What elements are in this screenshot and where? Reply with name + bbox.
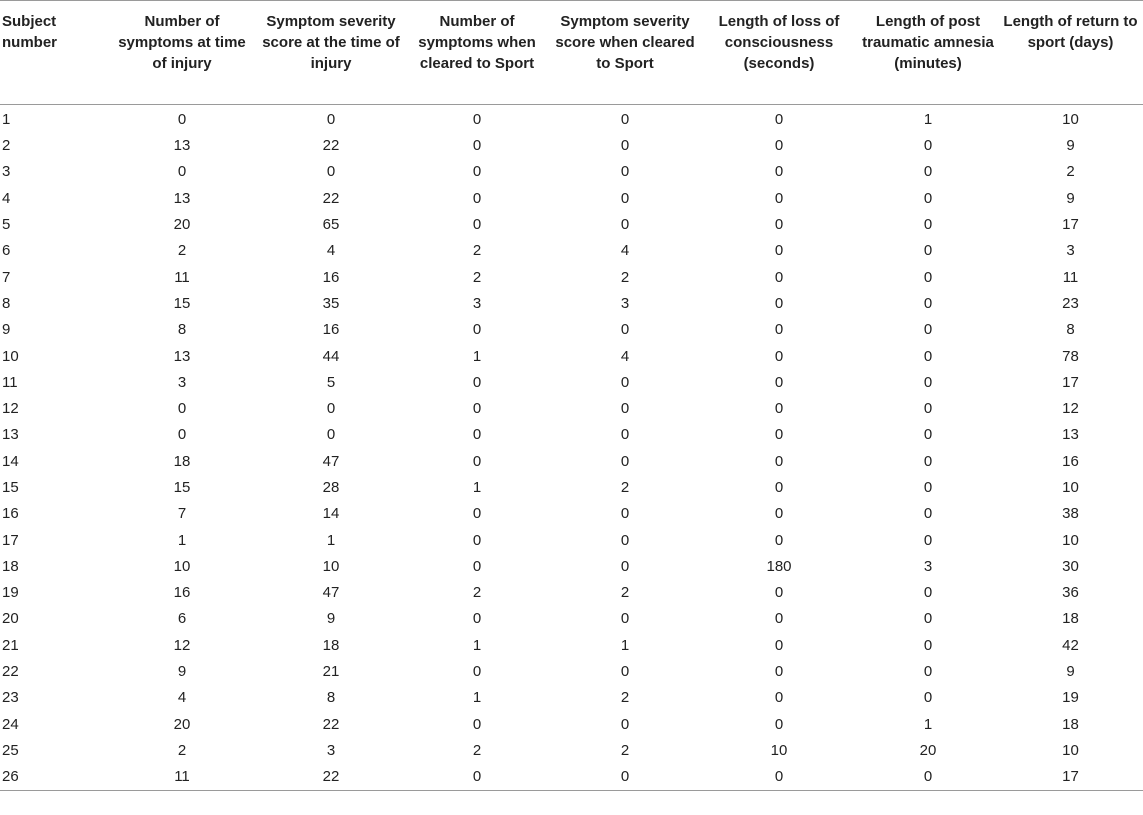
cell-severity-cleared: 0 bbox=[620, 400, 630, 418]
header-return-to-sport: Length of return to sport (days) bbox=[998, 1, 1143, 105]
cell-symptoms-at-injury: 3 bbox=[177, 373, 187, 391]
cell-symptoms-at-injury: 12 bbox=[173, 636, 191, 654]
cell-severity-cleared: 2 bbox=[620, 268, 630, 286]
cell-loss-of-consciousness: 0 bbox=[774, 268, 784, 286]
cell-post-traumatic-amnesia: 0 bbox=[923, 584, 933, 602]
cell-severity-at-injury: 22 bbox=[322, 137, 340, 155]
table-row bbox=[0, 212, 1143, 238]
cell-return-to-sport: 17 bbox=[1062, 216, 1079, 234]
cell-severity-at-injury: 47 bbox=[322, 452, 340, 470]
cell-symptoms-at-injury: 13 bbox=[173, 137, 191, 155]
cell-return-to-sport: 78 bbox=[1062, 347, 1079, 365]
cell-subject-number: 4 bbox=[2, 189, 11, 207]
cell-post-traumatic-amnesia: 0 bbox=[923, 163, 933, 181]
header-subject-number: Subject number bbox=[0, 1, 106, 105]
table-row bbox=[0, 501, 1143, 527]
cell-return-to-sport: 18 bbox=[1062, 610, 1079, 628]
cell-severity-cleared: 0 bbox=[620, 557, 630, 575]
table-row bbox=[0, 580, 1143, 606]
table-row bbox=[0, 317, 1143, 343]
cell-severity-at-injury: 5 bbox=[326, 373, 336, 391]
cell-post-traumatic-amnesia: 0 bbox=[923, 452, 933, 470]
cell-symptoms-at-injury: 4 bbox=[177, 689, 187, 707]
cell-subject-number: 17 bbox=[2, 531, 19, 549]
cell-severity-at-injury: 21 bbox=[322, 663, 340, 681]
cell-subject-number: 6 bbox=[2, 242, 11, 260]
table-row bbox=[0, 712, 1143, 738]
cell-subject-number: 9 bbox=[2, 321, 11, 339]
cell-post-traumatic-amnesia: 0 bbox=[923, 400, 933, 418]
table-row bbox=[0, 291, 1143, 317]
cell-severity-at-injury: 22 bbox=[258, 764, 404, 791]
cell-severity-cleared: 0 bbox=[620, 189, 630, 207]
cell-severity-at-injury: 3 bbox=[326, 741, 336, 759]
table-row bbox=[0, 422, 1143, 448]
cell-post-traumatic-amnesia: 1 bbox=[923, 111, 933, 128]
cell-symptoms-at-injury: 13 bbox=[173, 347, 191, 365]
cell-loss-of-consciousness: 0 bbox=[774, 321, 784, 339]
table-row bbox=[0, 133, 1143, 159]
cell-severity-cleared: 3 bbox=[620, 294, 630, 312]
table-body bbox=[0, 105, 1143, 791]
cell-symptoms-at-injury: 20 bbox=[173, 715, 191, 733]
cell-symptoms-at-injury: 10 bbox=[173, 557, 191, 575]
table-row bbox=[0, 764, 1143, 791]
cell-severity-cleared: 0 bbox=[620, 137, 630, 155]
cell-symptoms-cleared: 0 bbox=[472, 426, 482, 444]
cell-symptoms-at-injury: 13 bbox=[173, 189, 191, 207]
header-severity-cleared: Symptom severity score when cleared to Sport bbox=[550, 1, 700, 105]
table-row bbox=[0, 370, 1143, 396]
cell-return-to-sport: 17 bbox=[1062, 373, 1079, 391]
cell-subject-number: 16 bbox=[2, 505, 19, 523]
cell-loss-of-consciousness: 0 bbox=[774, 242, 784, 260]
cell-return-to-sport: 9 bbox=[1066, 137, 1075, 155]
cell-symptoms-at-injury: 11 bbox=[106, 764, 258, 791]
header-symptoms-cleared: Number of symptoms when cleared to Sport bbox=[404, 1, 550, 105]
cell-severity-cleared: 0 bbox=[620, 715, 630, 733]
cell-symptoms-at-injury: 18 bbox=[173, 452, 191, 470]
cell-severity-at-injury: 16 bbox=[322, 321, 340, 339]
cell-severity-cleared: 0 bbox=[620, 321, 630, 339]
cell-return-to-sport: 17 bbox=[998, 764, 1143, 791]
cell-severity-cleared: 2 bbox=[620, 479, 630, 496]
cell-symptoms-cleared: 0 bbox=[472, 216, 482, 234]
cell-return-to-sport: 12 bbox=[1062, 400, 1079, 418]
cell-subject-number: 25 bbox=[2, 741, 19, 759]
cell-severity-at-injury: 28 bbox=[322, 479, 340, 496]
cell-symptoms-cleared: 0 bbox=[472, 663, 482, 681]
cell-severity-at-injury: 0 bbox=[326, 163, 336, 181]
cell-symptoms-cleared: 0 bbox=[472, 189, 482, 207]
cell-symptoms-cleared: 2 bbox=[472, 584, 482, 602]
cell-severity-cleared: 0 bbox=[620, 452, 630, 470]
cell-loss-of-consciousness: 0 bbox=[774, 715, 784, 733]
cell-subject-number: 11 bbox=[2, 373, 18, 391]
cell-severity-cleared: 0 bbox=[620, 373, 630, 391]
cell-symptoms-cleared: 1 bbox=[472, 689, 482, 707]
cell-subject-number: 20 bbox=[2, 610, 19, 628]
cell-loss-of-consciousness: 180 bbox=[766, 557, 792, 575]
cell-loss-of-consciousness: 0 bbox=[774, 294, 784, 312]
cell-loss-of-consciousness: 0 bbox=[774, 111, 784, 128]
cell-post-traumatic-amnesia: 0 bbox=[858, 764, 998, 791]
cell-loss-of-consciousness: 0 bbox=[774, 663, 784, 681]
cell-severity-cleared: 2 bbox=[620, 584, 630, 602]
cell-post-traumatic-amnesia: 3 bbox=[923, 557, 933, 575]
cell-subject-number: 1 bbox=[2, 111, 11, 128]
cell-return-to-sport: 2 bbox=[1066, 163, 1075, 181]
cell-symptoms-cleared: 1 bbox=[472, 479, 482, 496]
cell-severity-at-injury: 1 bbox=[326, 531, 336, 549]
cell-severity-cleared: 0 bbox=[620, 610, 630, 628]
cell-post-traumatic-amnesia: 0 bbox=[923, 689, 933, 707]
cell-symptoms-cleared: 0 bbox=[472, 557, 482, 575]
cell-subject-number: 18 bbox=[2, 557, 19, 575]
cell-symptoms-at-injury: 2 bbox=[177, 741, 187, 759]
cell-return-to-sport: 13 bbox=[1062, 426, 1079, 444]
cell-return-to-sport: 16 bbox=[1062, 452, 1079, 470]
cell-symptoms-at-injury: 15 bbox=[173, 479, 191, 496]
cell-severity-at-injury: 22 bbox=[322, 189, 340, 207]
cell-symptoms-cleared: 0 bbox=[472, 610, 482, 628]
cell-return-to-sport: 42 bbox=[1062, 636, 1079, 654]
cell-post-traumatic-amnesia: 0 bbox=[923, 373, 933, 391]
cell-severity-cleared: 0 bbox=[620, 216, 630, 234]
cell-severity-cleared: 2 bbox=[620, 689, 630, 707]
table-row bbox=[0, 554, 1143, 580]
cell-post-traumatic-amnesia: 0 bbox=[923, 242, 933, 260]
cell-severity-at-injury: 14 bbox=[322, 505, 340, 523]
cell-severity-at-injury: 44 bbox=[322, 347, 340, 365]
cell-post-traumatic-amnesia: 0 bbox=[923, 426, 933, 444]
table-row bbox=[0, 659, 1143, 685]
cell-return-to-sport: 19 bbox=[1062, 689, 1079, 707]
cell-symptoms-cleared: 0 bbox=[472, 163, 482, 181]
cell-severity-cleared: 0 bbox=[620, 426, 630, 444]
cell-loss-of-consciousness: 10 bbox=[770, 741, 788, 759]
cell-return-to-sport: 30 bbox=[1062, 557, 1079, 575]
cell-loss-of-consciousness: 0 bbox=[774, 479, 784, 496]
cell-symptoms-at-injury: 16 bbox=[173, 584, 191, 602]
cell-return-to-sport: 10 bbox=[1062, 479, 1079, 496]
cell-subject-number: 19 bbox=[2, 584, 19, 602]
cell-return-to-sport: 3 bbox=[1066, 242, 1075, 260]
cell-severity-at-injury: 35 bbox=[322, 294, 340, 312]
table-row bbox=[0, 633, 1143, 659]
table-row bbox=[0, 105, 1143, 134]
cell-loss-of-consciousness: 0 bbox=[774, 610, 784, 628]
cell-loss-of-consciousness: 0 bbox=[774, 426, 784, 444]
table-row bbox=[0, 738, 1143, 764]
cell-return-to-sport: 23 bbox=[1062, 294, 1079, 312]
cell-subject-number: 8 bbox=[2, 294, 11, 312]
cell-return-to-sport: 18 bbox=[1062, 715, 1079, 733]
cell-subject-number: 5 bbox=[2, 216, 11, 234]
cell-severity-at-injury: 9 bbox=[326, 610, 336, 628]
cell-post-traumatic-amnesia: 0 bbox=[923, 321, 933, 339]
cell-severity-cleared: 0 bbox=[620, 663, 630, 681]
cell-post-traumatic-amnesia: 0 bbox=[923, 479, 933, 496]
cell-severity-cleared: 0 bbox=[620, 531, 630, 549]
cell-return-to-sport: 10 bbox=[1062, 111, 1079, 128]
cell-symptoms-cleared: 3 bbox=[472, 294, 482, 312]
cell-symptoms-cleared: 0 bbox=[472, 531, 482, 549]
cell-loss-of-consciousness: 0 bbox=[774, 216, 784, 234]
cell-loss-of-consciousness: 0 bbox=[774, 137, 784, 155]
cell-symptoms-cleared: 0 bbox=[472, 452, 482, 470]
cell-symptoms-cleared: 0 bbox=[472, 111, 482, 128]
cell-severity-at-injury: 4 bbox=[326, 242, 336, 260]
cell-severity-cleared: 0 bbox=[620, 163, 630, 181]
cell-severity-at-injury: 0 bbox=[326, 426, 336, 444]
cell-post-traumatic-amnesia: 0 bbox=[923, 636, 933, 654]
cell-symptoms-cleared: 1 bbox=[472, 347, 482, 365]
cell-return-to-sport: 36 bbox=[1062, 584, 1079, 602]
cell-subject-number: 26 bbox=[0, 764, 106, 791]
cell-symptoms-at-injury: 11 bbox=[174, 268, 190, 286]
header-severity-at-injury: Symptom severity score at the time of injury bbox=[258, 1, 404, 105]
cell-return-to-sport: 10 bbox=[1062, 741, 1079, 759]
cell-subject-number: 10 bbox=[2, 347, 19, 365]
cell-symptoms-cleared: 1 bbox=[472, 636, 482, 654]
cell-symptoms-at-injury: 2 bbox=[177, 242, 187, 260]
cell-severity-at-injury: 10 bbox=[322, 557, 340, 575]
cell-post-traumatic-amnesia: 0 bbox=[923, 189, 933, 207]
cell-severity-at-injury: 0 bbox=[326, 111, 336, 128]
cell-severity-at-injury: 8 bbox=[326, 689, 336, 707]
cell-loss-of-consciousness: 0 bbox=[774, 452, 784, 470]
cell-severity-cleared: 4 bbox=[620, 242, 630, 260]
header-row bbox=[0, 1, 1143, 105]
cell-return-to-sport: 9 bbox=[1066, 663, 1075, 681]
cell-severity-cleared: 0 bbox=[620, 505, 630, 523]
cell-severity-cleared: 2 bbox=[620, 741, 630, 759]
cell-subject-number: 24 bbox=[2, 715, 19, 733]
cell-post-traumatic-amnesia: 20 bbox=[919, 741, 937, 759]
cell-loss-of-consciousness: 0 bbox=[774, 584, 784, 602]
cell-loss-of-consciousness: 0 bbox=[774, 347, 784, 365]
cell-post-traumatic-amnesia: 0 bbox=[923, 505, 933, 523]
cell-loss-of-consciousness: 0 bbox=[774, 400, 784, 418]
cell-symptoms-at-injury: 0 bbox=[177, 426, 187, 444]
cell-subject-number: 3 bbox=[2, 163, 11, 181]
cell-subject-number: 21 bbox=[2, 636, 19, 654]
cell-symptoms-at-injury: 7 bbox=[177, 505, 187, 523]
table-row bbox=[0, 475, 1143, 501]
cell-severity-at-injury: 47 bbox=[322, 584, 340, 602]
cell-subject-number: 15 bbox=[2, 479, 19, 496]
cell-symptoms-cleared: 2 bbox=[472, 268, 482, 286]
cell-symptoms-at-injury: 15 bbox=[173, 294, 191, 312]
cell-symptoms-cleared: 0 bbox=[472, 137, 482, 155]
header-symptoms-at-injury: Number of symptoms at time of injury bbox=[106, 1, 258, 105]
cell-severity-at-injury: 65 bbox=[322, 216, 340, 234]
cell-symptoms-cleared: 0 bbox=[472, 373, 482, 391]
header-loss-of-consciousness: Length of loss of consciousness (seconds) bbox=[700, 1, 858, 105]
cell-symptoms-cleared: 0 bbox=[472, 505, 482, 523]
table-row bbox=[0, 159, 1143, 185]
cell-severity-at-injury: 22 bbox=[322, 715, 340, 733]
cell-loss-of-consciousness: 0 bbox=[700, 764, 858, 791]
cell-subject-number: 7 bbox=[2, 268, 11, 286]
cell-severity-cleared: 1 bbox=[620, 636, 630, 654]
cell-symptoms-at-injury: 6 bbox=[177, 610, 187, 628]
cell-symptoms-at-injury: 0 bbox=[177, 400, 187, 418]
table-row bbox=[0, 186, 1143, 212]
cell-loss-of-consciousness: 0 bbox=[774, 163, 784, 181]
cell-return-to-sport: 8 bbox=[1066, 321, 1075, 339]
cell-symptoms-cleared: 0 bbox=[404, 764, 550, 791]
cell-severity-at-injury: 0 bbox=[326, 400, 336, 418]
cell-symptoms-cleared: 2 bbox=[472, 741, 482, 759]
cell-subject-number: 23 bbox=[2, 689, 19, 707]
cell-post-traumatic-amnesia: 0 bbox=[923, 294, 933, 312]
cell-post-traumatic-amnesia: 0 bbox=[923, 531, 933, 549]
cell-symptoms-at-injury: 1 bbox=[177, 531, 187, 549]
cell-severity-cleared: 0 bbox=[620, 111, 630, 128]
table-row bbox=[0, 396, 1143, 422]
cell-loss-of-consciousness: 0 bbox=[774, 636, 784, 654]
cell-symptoms-at-injury: 9 bbox=[177, 663, 187, 681]
cell-subject-number: 22 bbox=[2, 663, 19, 681]
cell-loss-of-consciousness: 0 bbox=[774, 531, 784, 549]
table-row bbox=[0, 343, 1143, 369]
table-row bbox=[0, 527, 1143, 553]
cell-severity-at-injury: 18 bbox=[322, 636, 340, 654]
cell-loss-of-consciousness: 0 bbox=[774, 189, 784, 207]
cell-loss-of-consciousness: 0 bbox=[774, 373, 784, 391]
cell-symptoms-cleared: 0 bbox=[472, 321, 482, 339]
table-row bbox=[0, 685, 1143, 711]
cell-return-to-sport: 11 bbox=[1062, 268, 1079, 286]
cell-symptoms-at-injury: 8 bbox=[177, 321, 187, 339]
cell-post-traumatic-amnesia: 0 bbox=[923, 663, 933, 681]
cell-symptoms-cleared: 0 bbox=[472, 400, 482, 418]
cell-post-traumatic-amnesia: 0 bbox=[923, 347, 933, 365]
cell-post-traumatic-amnesia: 0 bbox=[923, 137, 933, 155]
cell-subject-number: 12 bbox=[2, 400, 19, 418]
cell-severity-cleared: 4 bbox=[620, 347, 630, 365]
cell-post-traumatic-amnesia: 0 bbox=[923, 268, 933, 286]
cell-severity-at-injury: 16 bbox=[322, 268, 340, 286]
cell-symptoms-at-injury: 0 bbox=[177, 163, 187, 181]
cell-subject-number: 13 bbox=[2, 426, 19, 444]
cell-loss-of-consciousness: 0 bbox=[774, 689, 784, 707]
cell-loss-of-consciousness: 0 bbox=[774, 505, 784, 523]
cell-subject-number: 14 bbox=[2, 452, 19, 470]
table-row bbox=[0, 449, 1143, 475]
cell-symptoms-at-injury: 0 bbox=[177, 111, 187, 128]
table-row bbox=[0, 606, 1143, 632]
cell-return-to-sport: 9 bbox=[1066, 189, 1075, 207]
cell-subject-number: 2 bbox=[2, 137, 11, 155]
table-row bbox=[0, 238, 1143, 264]
cell-post-traumatic-amnesia: 0 bbox=[923, 216, 933, 234]
cell-return-to-sport: 10 bbox=[1062, 531, 1079, 549]
table-row bbox=[0, 264, 1143, 290]
header-post-traumatic-amnesia: Length of post traumatic amnesia (minutes) bbox=[858, 1, 998, 105]
cell-symptoms-cleared: 0 bbox=[472, 715, 482, 733]
cell-symptoms-at-injury: 20 bbox=[173, 216, 191, 234]
cell-severity-cleared: 0 bbox=[550, 764, 700, 791]
cell-post-traumatic-amnesia: 1 bbox=[923, 715, 933, 733]
cell-symptoms-cleared: 2 bbox=[472, 242, 482, 260]
cell-return-to-sport: 38 bbox=[1062, 505, 1079, 523]
cell-post-traumatic-amnesia: 0 bbox=[923, 610, 933, 628]
